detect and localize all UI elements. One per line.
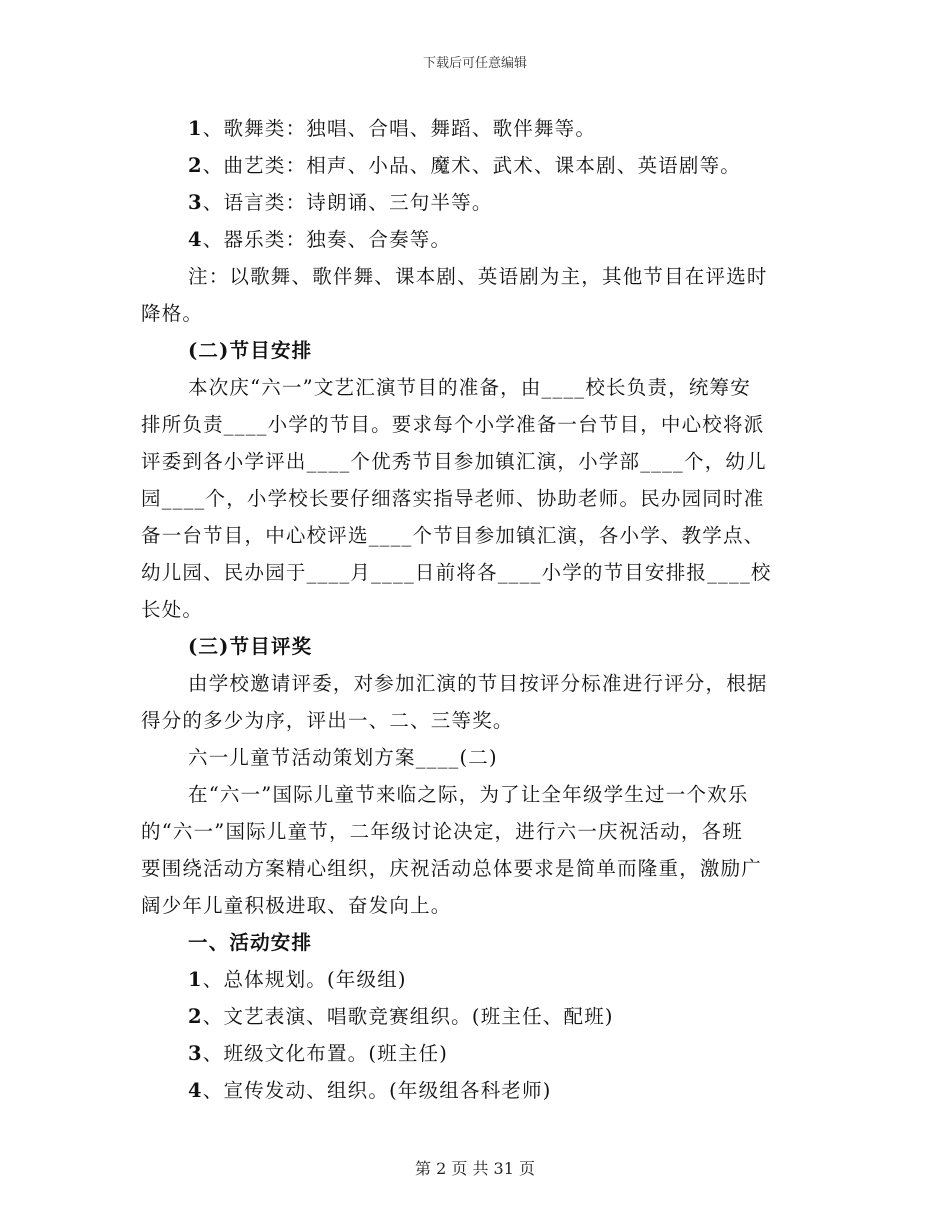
list-item — [141, 147, 801, 184]
list-text: 、总体规划。(年级组) — [202, 968, 407, 991]
list-text: 、器乐类：独奏、合奏等。 — [202, 228, 452, 251]
page-footer: 第 2 页 共 31 页 — [415, 1159, 535, 1178]
paragraph-line: 得分的多少为序，评出一、二、三等奖。 — [141, 709, 514, 732]
list-item — [141, 110, 801, 147]
note-line: 注：以歌舞、歌伴舞、课本剧、英语剧为主，其他节目在评选时 — [188, 265, 768, 288]
paragraph-line: 本次庆“六一”文艺汇演节目的准备，由____校长负责，统筹安 — [188, 376, 751, 399]
list-item — [141, 998, 801, 1035]
paragraph-line: 的“六一”国际儿童节，二年级讨论决定，进行六一庆祝活动，各班 — [141, 820, 743, 843]
section-heading: (二)节目安排 — [188, 339, 313, 362]
note-line: 降格。 — [141, 302, 204, 325]
paragraph-line: 在“六一”国际儿童节来临之际，为了让全年级学生过一个欢乐 — [188, 783, 749, 806]
section-heading: (三)节目评奖 — [188, 635, 313, 658]
list-item — [141, 221, 801, 258]
paragraph-line: 要围绕活动方案精心组织，庆祝活动总体要求是简单而隆重，激励广 — [141, 857, 763, 880]
list-number: 1 — [188, 117, 203, 140]
paragraph-line: 备一台节目，中心校评选____个节目参加镇汇演，各小学、教学点、 — [141, 524, 765, 547]
list-text: 、语言类：诗朗诵、三句半等。 — [202, 191, 493, 214]
list-number: 1 — [188, 968, 203, 991]
list-item — [141, 1072, 801, 1109]
list-number: 4 — [188, 1079, 203, 1102]
paragraph-line: 长处。 — [141, 598, 204, 621]
page-header: 下载后可任意编辑 — [422, 56, 527, 71]
list-text: 、班级文化布置。(班主任) — [202, 1042, 449, 1065]
document-body — [141, 110, 801, 1109]
paragraph-line: 排所负责____小学的节目。要求每个小学准备一台节目，中心校将派 — [141, 413, 765, 436]
list-text: 、宣传发动、组织。(年级组各科老师) — [202, 1079, 552, 1102]
list-text: 、文艺表演、唱歌竞赛组织。(班主任、配班) — [202, 1005, 614, 1028]
paragraph-line: 评委到各小学评出____个优秀节目参加镇汇演，小学部____个，幼儿 — [141, 450, 767, 473]
paragraph-line: 幼儿园、民办园于____月____日前将各____小学的节目安排报____校 — [141, 561, 772, 584]
list-number: 2 — [188, 1005, 203, 1028]
list-item — [141, 184, 801, 221]
list-number: 3 — [188, 1042, 203, 1065]
list-item — [141, 1035, 801, 1072]
plan-title: 六一儿童节活动策划方案____(二) — [188, 746, 498, 769]
list-text: 、歌舞类：独唱、合唱、舞蹈、歌伴舞等。 — [202, 117, 597, 140]
list-number: 4 — [188, 228, 203, 251]
paragraph-line: 由学校邀请评委，对参加汇演的节目按评分标准进行评分，根据 — [188, 672, 768, 695]
list-item — [141, 961, 801, 998]
list-number: 3 — [188, 191, 203, 214]
list-number: 2 — [188, 154, 203, 177]
list-text: 、曲艺类：相声、小品、魔术、武术、课本剧、英语剧等。 — [202, 154, 741, 177]
section-heading: 一、活动安排 — [188, 931, 313, 954]
paragraph-line: 阔少年儿童积极进取、奋发向上。 — [141, 894, 452, 917]
paragraph-line: 园____个，小学校长要仔细落实指导老师、协助老师。民办园同时准 — [141, 487, 765, 510]
